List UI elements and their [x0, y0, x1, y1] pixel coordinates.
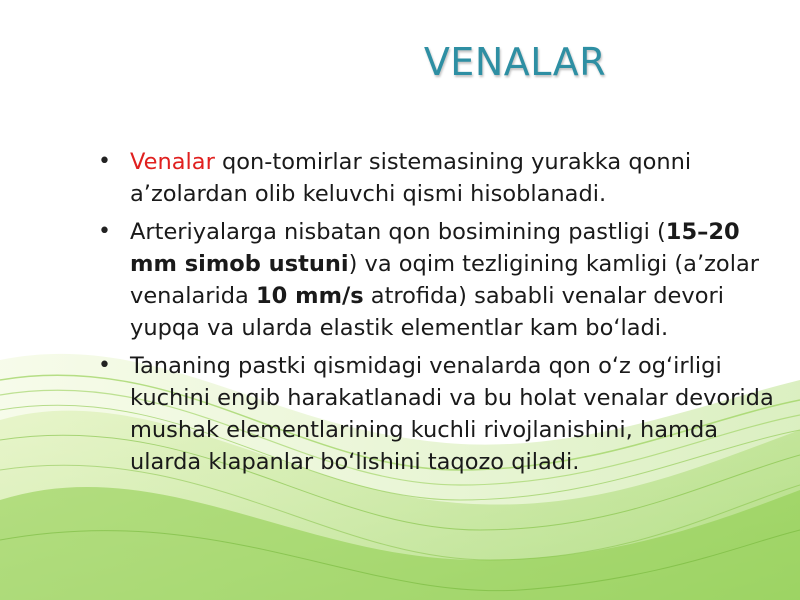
list-item — [98, 350, 788, 478]
list-item — [98, 216, 788, 344]
bold-value: 15–20 mm simob ustuni — [130, 219, 740, 277]
bullet-text — [130, 216, 788, 344]
bullet-list — [98, 146, 788, 484]
bullet-text-part: ) va oqim tezligining kamligi (a’zolar venalarida — [130, 251, 759, 309]
slide-title: VENALAR — [423, 40, 607, 84]
bold-value: 10 mm/s — [255, 283, 364, 309]
bullet-text: Tananing pastki qismidagi venalarda qon o‘z og‘irligi kuchini engib harakatlanadi va bu holat venalar devorida mushak elementlarining kuchli rivojlanishini, hamda ularda klapanlar bo‘lishini taqozo qiladi. — [130, 353, 774, 475]
list-item — [98, 146, 788, 210]
bullet-icon: • — [98, 353, 111, 378]
bullet-text-part: Arteriyalarga nisbatan qon bosimining pastligi ( — [130, 219, 666, 245]
bullet-icon: • — [98, 149, 111, 174]
bullet-text — [130, 146, 788, 210]
highlight-term: Venalar — [130, 149, 215, 175]
bullet-icon: • — [98, 219, 111, 244]
bullet-text-part: qon-tomirlar sistemasining yurakka qonni a’zolardan olib keluvchi qismi hisoblanadi. — [130, 149, 692, 207]
bullet-text-part: atrofida) sababli venalar devori yupqa va ularda elastik elementlar kam bo‘ladi. — [130, 283, 724, 341]
